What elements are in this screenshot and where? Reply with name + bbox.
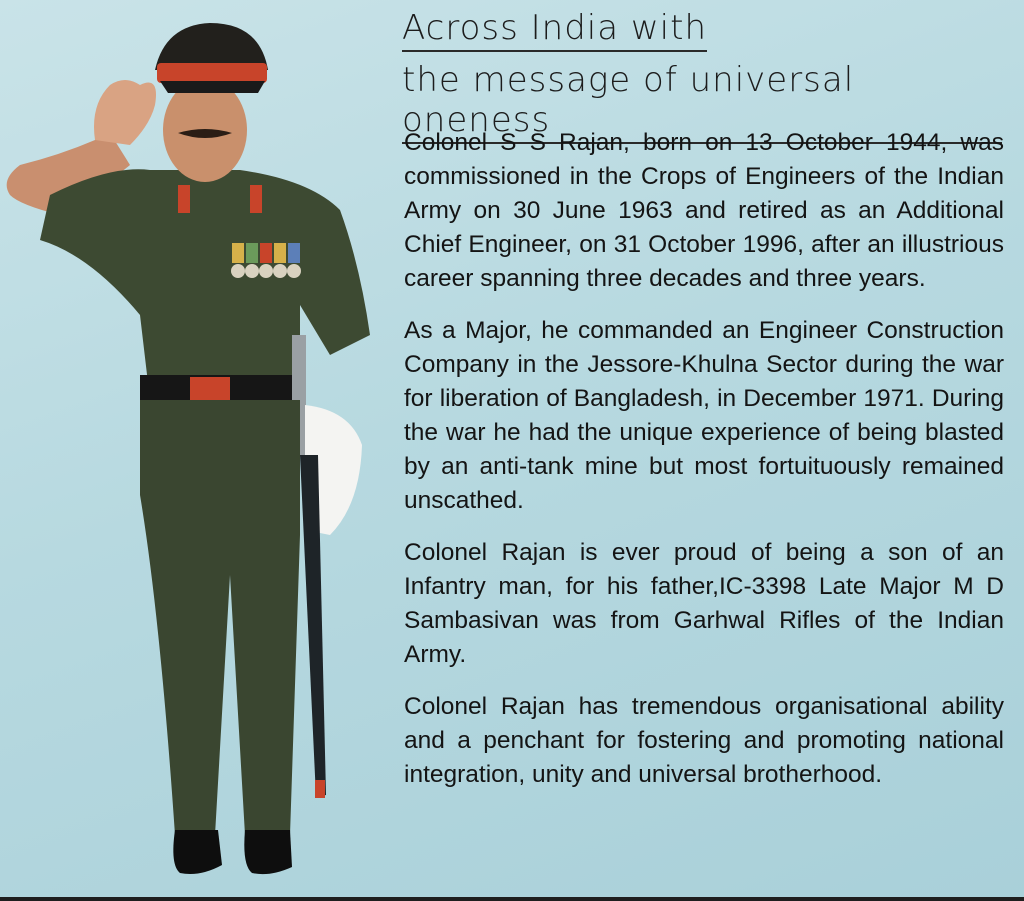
uniform-shirt bbox=[40, 169, 370, 400]
collar-badge bbox=[250, 185, 262, 213]
saluting-hand bbox=[94, 80, 156, 145]
paragraph-war-service: As a Major, he commanded an Engineer Construction Company in the Jessore-Khulna Sector during the war for liberation of Bangladesh, in December 1971. During the war he had the unique experience of being blasted by an anti-tank mine but most fortuituously remained unscathed. bbox=[404, 317, 1004, 514]
cap-band bbox=[157, 63, 267, 83]
scabbard-tip bbox=[315, 780, 325, 798]
officer-saluting-photo bbox=[0, 15, 380, 885]
collar-badge bbox=[178, 185, 190, 213]
biography-text bbox=[404, 126, 1004, 810]
bottom-divider bbox=[0, 897, 1024, 901]
cap-peak bbox=[160, 81, 265, 93]
medal-ribbons bbox=[231, 243, 301, 278]
heading-line-2: the message of universal oneness bbox=[402, 60, 1002, 144]
left-shoe bbox=[173, 830, 222, 874]
paragraph-birth-career: Colonel S S Rajan, born on 13 October 1944, was commissioned in the Crops of Engineers of the Indian Army on 30 June 1963 and retired as an Additional Chief Engineer, on 31 October 1996, after an illustrious career spanning three decades and three years. bbox=[404, 129, 1004, 292]
uniform-trousers bbox=[140, 400, 300, 835]
cap-crown bbox=[155, 23, 268, 70]
paragraph-father: Colonel Rajan is ever proud of being a son of an Infantry man, for his father,IC-3398 Late Major M D Sambasivan was from Garhwal Rifles of the Indian Army. bbox=[404, 539, 1004, 668]
paragraph-integration: Colonel Rajan has tremendous organisational ability and a penchant for fostering and promoting national integration, unity and universal brotherhood. bbox=[404, 693, 1004, 788]
right-shoe bbox=[244, 830, 292, 874]
heading-line-1: Across India with bbox=[402, 8, 707, 52]
